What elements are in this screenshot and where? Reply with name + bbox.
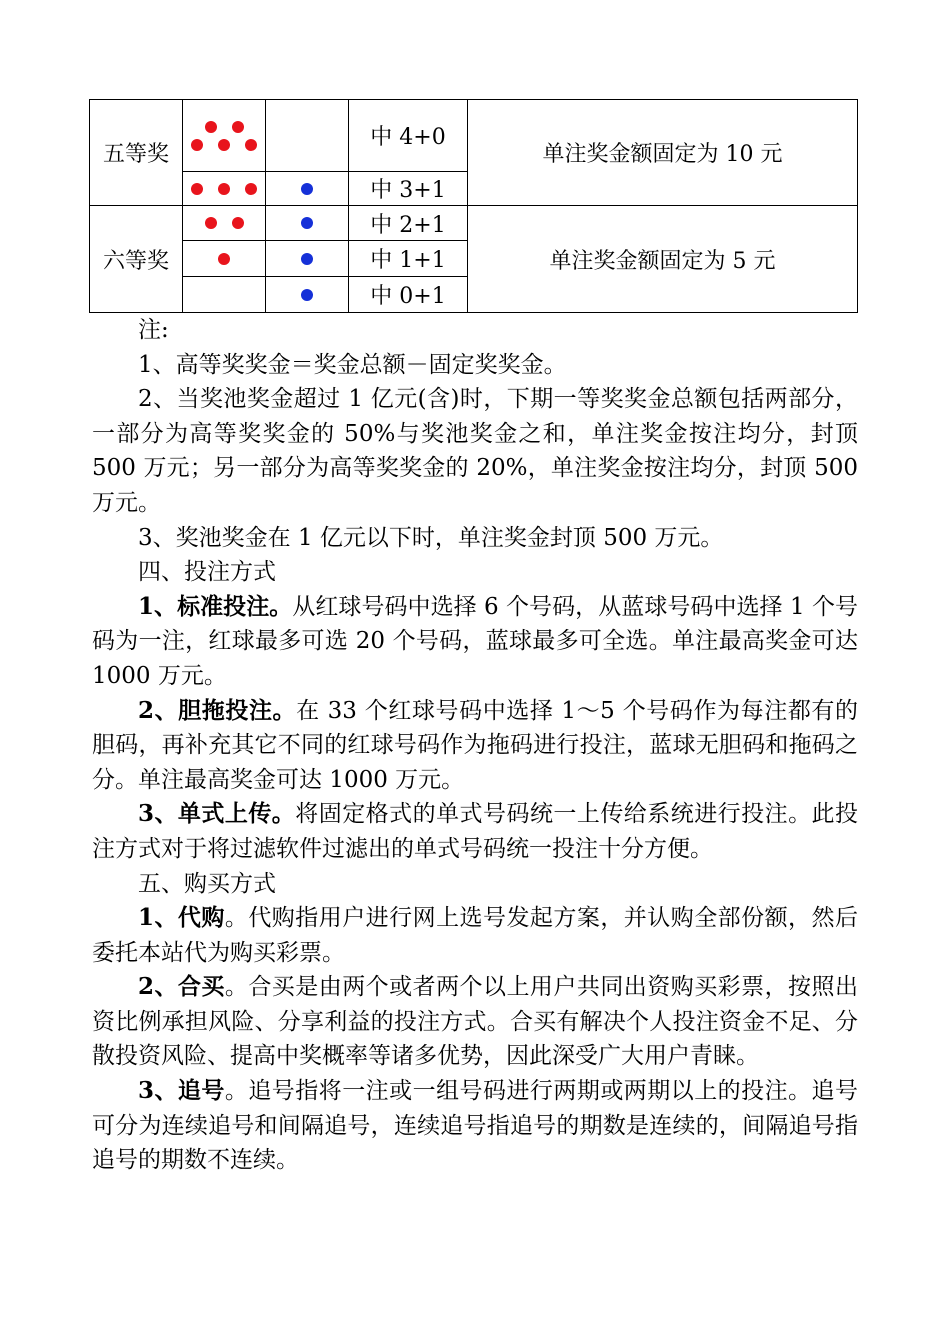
item-text: 将固定格式的单式号码统一上传给系统进行投注。此投注方式对于将过滤软件过滤出的单式号码统一投注十分方便。 (92, 801, 859, 862)
item-title: 2、合买 (138, 973, 225, 1001)
red-balls-cell (183, 100, 266, 172)
paragraph (92, 901, 858, 970)
blue-ball-icon (301, 253, 313, 265)
red-balls-cell (183, 241, 266, 277)
match-cell: 中 4+0 (349, 100, 468, 172)
section-heading: 四、投注方式 (138, 559, 276, 586)
red-ball-icon (218, 253, 230, 265)
red-ball-icon (205, 121, 217, 133)
blue-balls-cell (266, 206, 349, 241)
paragraph (92, 694, 858, 798)
item-text: 。追号指将一注或一组号码进行两期或两期以上的投注。追号可分为连续追号和间隔追号，连续追号指追号的期数是连续的，间隔追号指追号的期数不连续。 (92, 1078, 858, 1174)
red-ball-icon (232, 121, 244, 133)
item-title: 3、追号 (138, 1077, 225, 1105)
item-text: 。代购指用户进行网上选号发起方案，并认购全部份额，然后委托本站代为购买彩票。 (92, 905, 858, 966)
section-heading: 五、购买方式 (138, 870, 276, 897)
match-cell: 中 0+1 (349, 277, 468, 313)
blue-ball-icon (301, 217, 313, 229)
item-title: 1、标准投注。 (138, 592, 293, 620)
item-title: 2、胆拖投注。 (138, 696, 297, 724)
note-2: 2、当奖池奖金超过 1 亿元(含)时，下期一等奖奖金总额包括两部分，一部分为高等奖奖金的 50%与奖池奖金之和，单注奖金按注均分，封顶 500 万元；另一部分为高等奖奖金的 20%，单注奖金按注均分，封顶 500 万元。 (92, 386, 858, 516)
notes-heading: 注: (138, 317, 169, 343)
paragraph (92, 797, 858, 866)
sixth-prize-label: 六等奖 (90, 206, 183, 313)
blue-balls-cell (266, 277, 349, 313)
fifth-prize-amount: 单注奖金额固定为 10 元 (468, 100, 858, 206)
note-1: 1、高等奖奖金＝奖金总额－固定奖奖金。 (138, 351, 567, 378)
red-ball-icon (218, 139, 230, 151)
red-ball-icon (245, 183, 257, 195)
red-ball-icon (191, 183, 203, 195)
match-cell: 中 2+1 (349, 206, 468, 241)
match-cell: 中 3+1 (349, 172, 468, 206)
item-title: 3、单式上传。 (138, 800, 296, 828)
item-text: 从红球号码中选择 6 个号码，从蓝球号码中选择 1 个号码为一注，红球最多可选 20 个号码，蓝球最多可全选。单注最高奖金可达 1000 万元。 (92, 593, 858, 689)
red-ball-icon (232, 217, 244, 229)
red-ball-icon (191, 139, 203, 151)
blue-balls-cell (266, 241, 349, 277)
blue-balls-cell (266, 100, 349, 172)
note-3: 3、奖池奖金在 1 亿元以下时，单注奖金封顶 500 万元。 (138, 524, 724, 551)
red-ball-icon (245, 139, 257, 151)
sixth-prize-amount: 单注奖金额固定为 5 元 (468, 206, 858, 313)
fifth-prize-label: 五等奖 (90, 100, 183, 206)
item-text: 在 33 个红球号码中选择 1～5 个号码作为每注都有的胆码，再补充其它不同的红球号码作为拖码进行投注，蓝球无胆码和拖码之分。单注最高奖金可达 1000 万元。 (92, 697, 858, 793)
item-title: 1、代购 (138, 904, 225, 932)
paragraph (92, 970, 858, 1074)
red-ball-icon (218, 183, 230, 195)
document-body (92, 313, 858, 1178)
blue-balls-cell (266, 172, 349, 206)
match-cell: 中 1+1 (349, 241, 468, 277)
red-ball-icon (205, 217, 217, 229)
paragraph (92, 1074, 858, 1178)
red-balls-cell (183, 172, 266, 206)
item-text: 。合买是由两个或者两个以上用户共同出资购买彩票，按照出资比例承担风险、分享利益的投注方式。合买有解决个人投注资金不足、分散投资风险、提高中奖概率等诸多优势，因此深受广大用户青睐。 (92, 974, 858, 1070)
red-balls-cell (183, 206, 266, 241)
red-balls-cell (183, 277, 266, 313)
paragraph (92, 590, 858, 694)
prize-table (89, 99, 858, 313)
blue-ball-icon (301, 289, 313, 301)
blue-ball-icon (301, 183, 313, 195)
